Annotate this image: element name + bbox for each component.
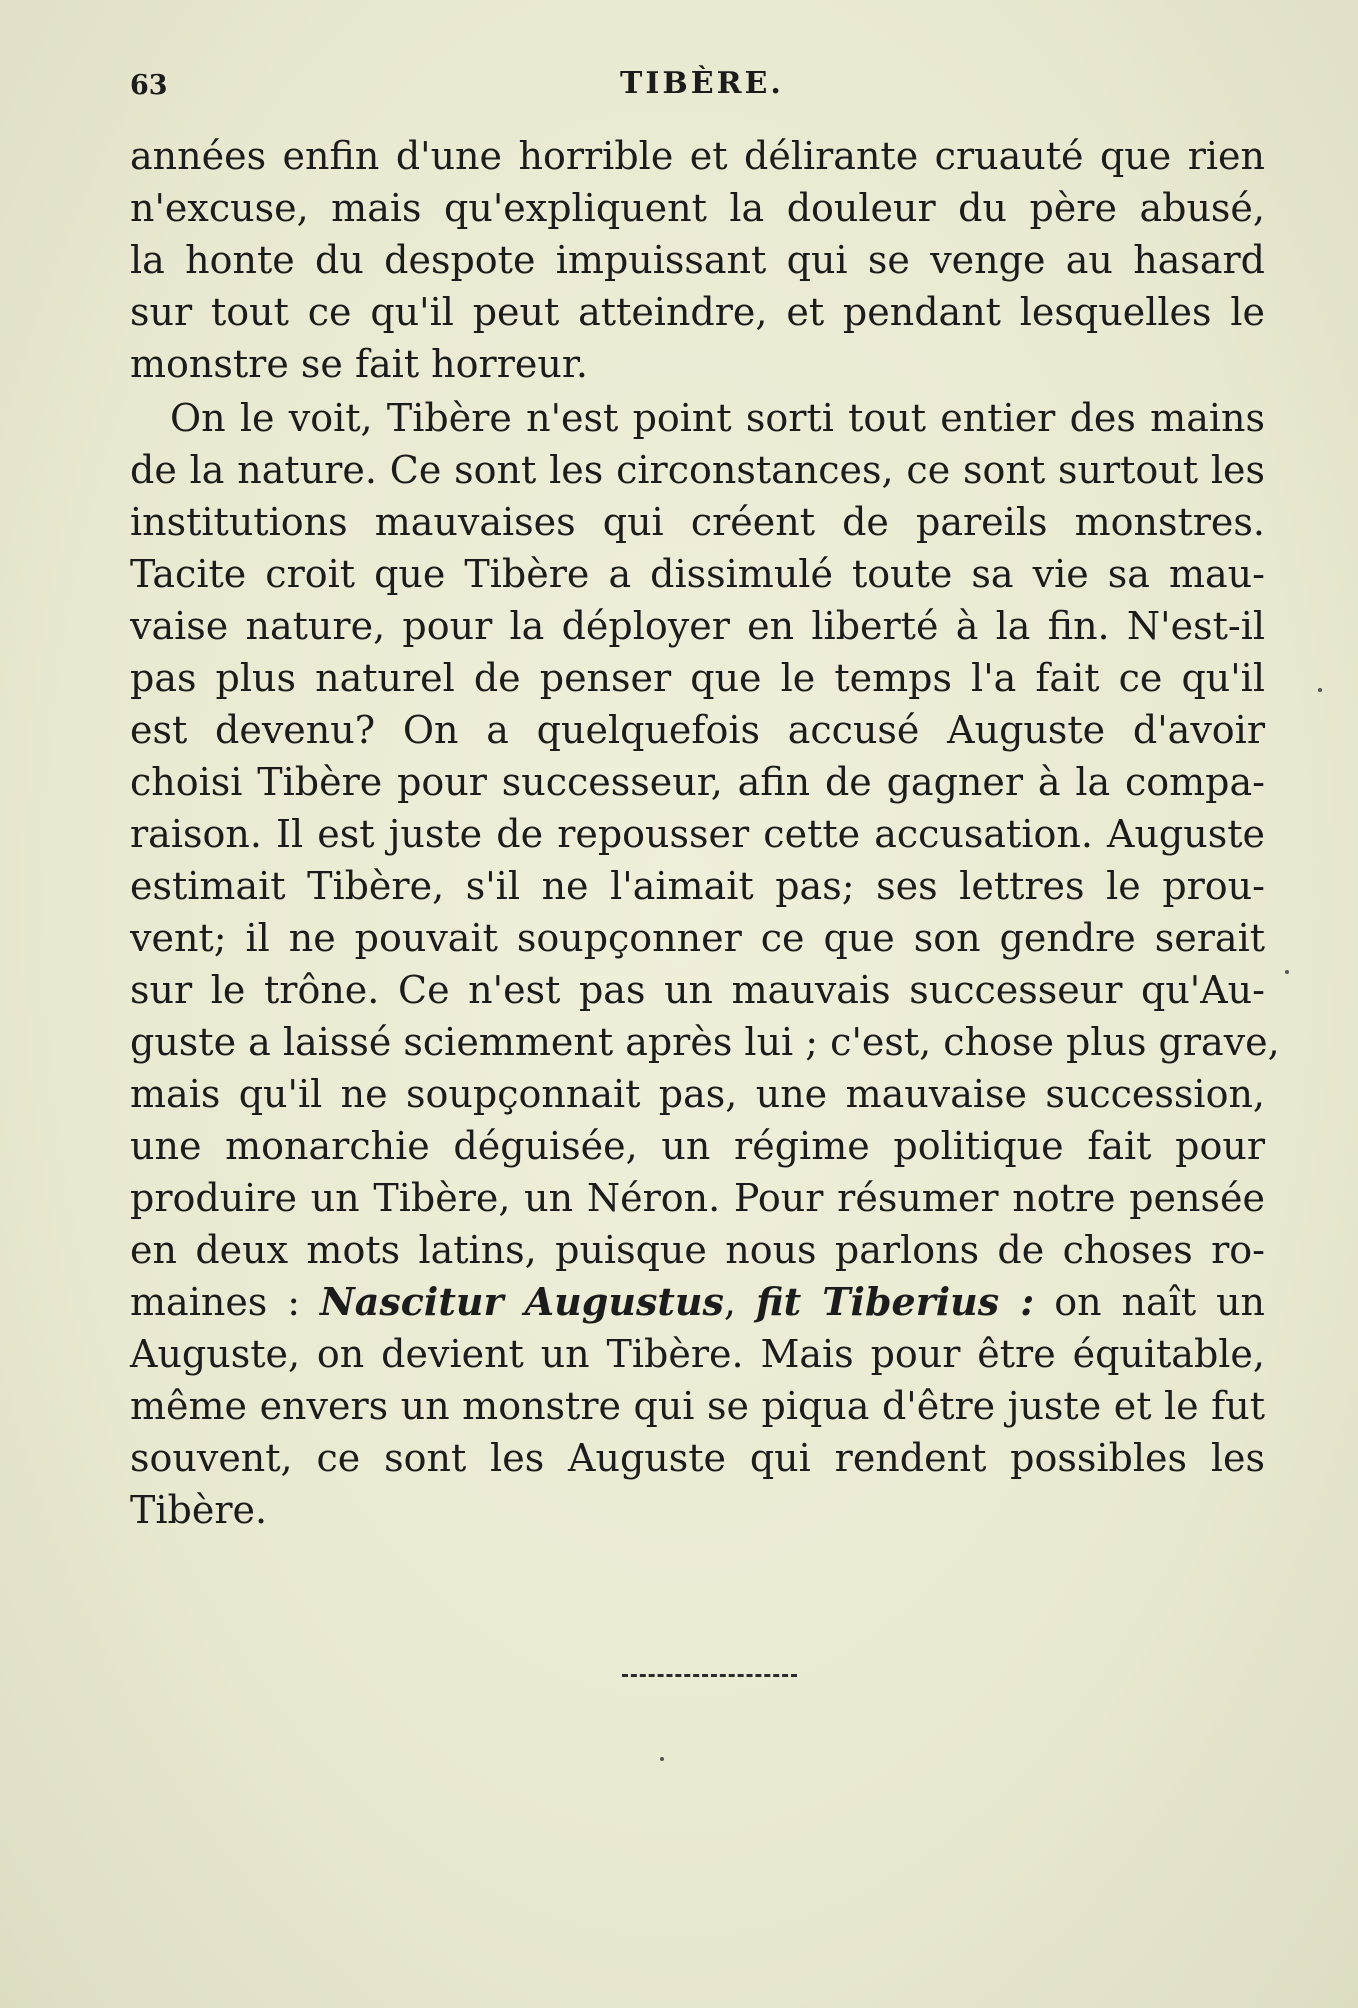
text-line: institutions mauvaises qui créent de pareils monstres. [130,500,1265,544]
latin-phrase: Nascitur Augustus [320,1279,724,1324]
text-line: guste a laissé sciemment après lui ; c'est, chose plus grave, [130,1020,1280,1064]
text-line: mais qu'il ne soupçonnait pas, une mauvaise succession, [130,1072,1265,1116]
text-line: pas plus naturel de penser que le temps l'a fait ce qu'il [130,656,1265,700]
paper-speck [660,1757,664,1761]
text-line: estimait Tibère, s'il ne l'aimait pas; ses lettres le prou- [130,864,1265,908]
text-line: en deux mots latins, puisque nous parlons de choses ro- [130,1228,1265,1272]
text-line: de la nature. Ce sont les circonstances, ce sont surtout les [130,448,1265,492]
page-header [130,64,1265,104]
text-line: vaise nature, pour la déployer en liberté à la fin. N'est-il [130,604,1265,648]
text-line: est devenu? On a quelquefois accusé Auguste d'avoir [130,708,1265,752]
text-line: produire un Tibère, un Néron. Pour résumer notre pensée [130,1176,1265,1220]
text-line: années enfin d'une horrible et délirante cruauté que rien [130,134,1265,178]
text-line: une monarchie déguisée, un régime politique fait pour [130,1124,1265,1168]
text-line: On le voit, Tibère n'est point sorti tout entier des mains [170,396,1265,440]
latin-phrase: fit Tiberius : [755,1279,1035,1324]
text-line: Tacite croit que Tibère a dissimulé toute sa vie sa mau- [130,552,1265,596]
running-title: TIBÈRE. [620,66,784,101]
paper-speck [1318,688,1322,692]
text-line: vent; il ne pouvait soupçonner ce que son gendre serait [130,916,1265,960]
page-number: 63 [130,70,168,101]
paper-speck [1285,970,1289,974]
text-line: choisi Tibère pour successeur, afin de gagner à la compa- [130,760,1265,804]
text-line: raison. Il est juste de repousser cette accusation. Auguste [130,812,1265,856]
text-line: la honte du despote impuissant qui se venge au hasard [130,238,1265,282]
text-line: souvent, ce sont les Auguste qui rendent possibles les [130,1436,1265,1480]
text-line: Tibère. [130,1488,268,1532]
text-line: monstre se fait horreur. [130,342,588,386]
text-line: sur tout ce qu'il peut atteindre, et pendant lesquelles le [130,290,1265,334]
text-line: n'excuse, mais qu'expliquent la douleur du père abusé, [130,186,1265,230]
section-separator [622,1674,797,1680]
text-line: sur le trône. Ce n'est pas un mauvais successeur qu'Au- [130,968,1265,1012]
text-segment: maines : [130,1280,321,1324]
text-line-latin [130,1276,1265,1328]
text-segment: on naît un [1034,1280,1266,1324]
text-segment: , [723,1280,756,1324]
text-line: même envers un monstre qui se piqua d'être juste et le fut [130,1384,1265,1428]
text-line: Auguste, on devient un Tibère. Mais pour être équitable, [130,1332,1265,1376]
